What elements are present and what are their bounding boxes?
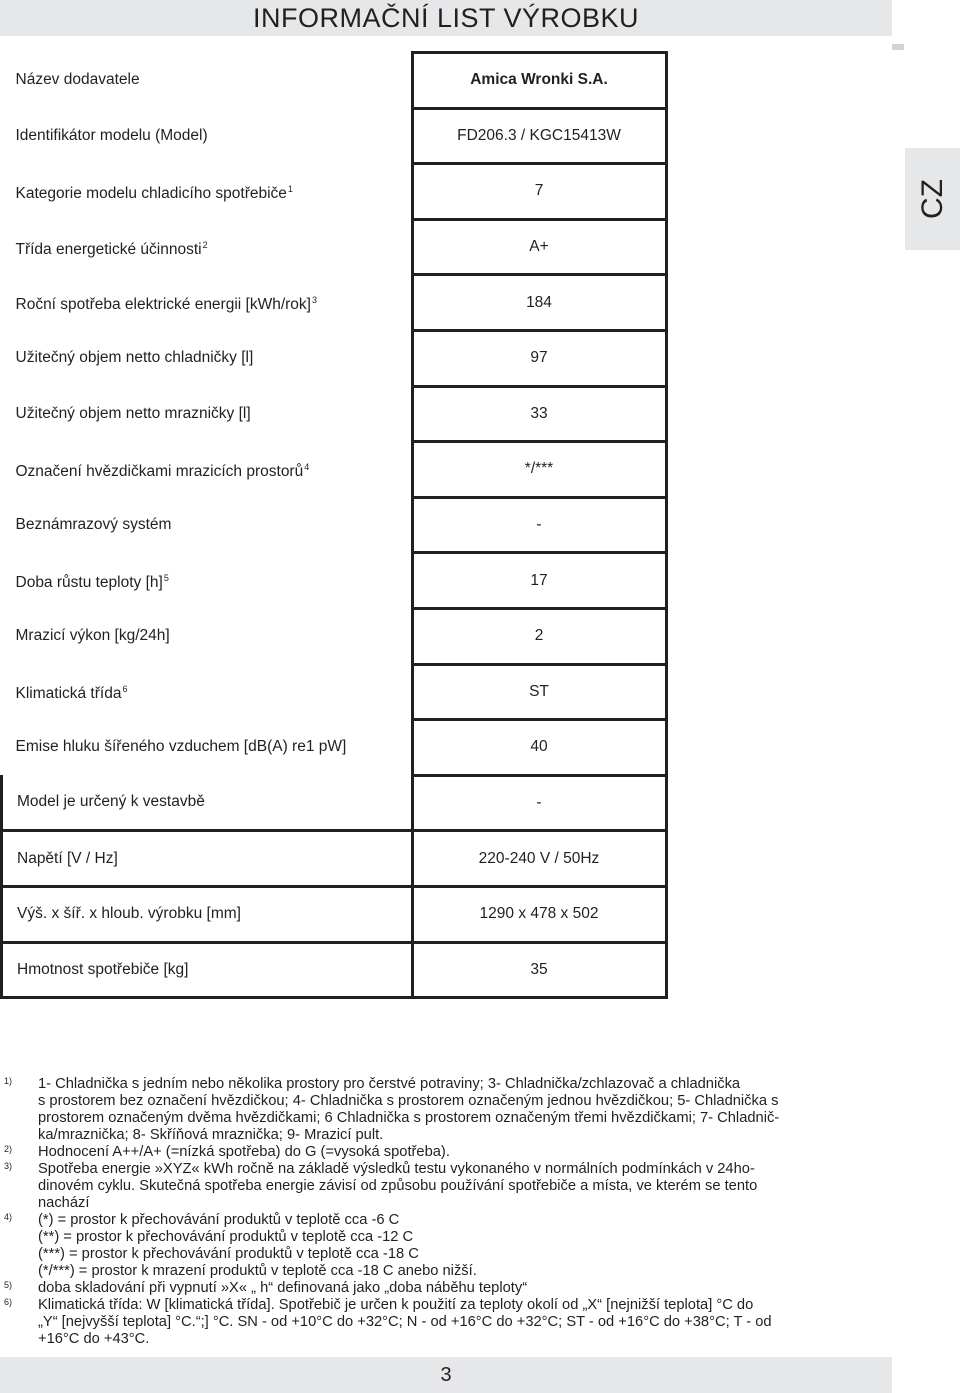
- row-value: -: [412, 775, 666, 831]
- footnote-number: 4): [4, 1212, 13, 1222]
- row-label: [2, 53, 413, 109]
- page-title-bar: [0, 0, 892, 36]
- row-label-text: Užitečný objem netto mrazničky [l]: [15, 404, 251, 422]
- footnote-ref: 6: [122, 684, 128, 695]
- table-row: [2, 608, 667, 664]
- row-value: 33: [412, 386, 666, 442]
- footnote-line: s prostorem bez označení hvězdičkou; 4- Chladnička s prostorem označeným jednou hvězdičkou; 5- Chladnička s: [38, 1093, 779, 1109]
- row-label: [2, 553, 413, 609]
- language-tab: [905, 148, 960, 250]
- table-row: [2, 831, 667, 887]
- footnote-line: (***) = prostor k přechovávání produktů v teplotě cca -18 C: [38, 1246, 419, 1262]
- footnote-item: [0, 1161, 900, 1212]
- row-label: [2, 720, 413, 776]
- footnote-item: [0, 1280, 900, 1297]
- table-row: [2, 164, 667, 220]
- row-label: [2, 886, 413, 942]
- row-label-text: Třída energetické účinnosti: [15, 240, 202, 258]
- footnote-item: [0, 1144, 900, 1161]
- row-label: [2, 275, 413, 331]
- row-label-text: Kategorie modelu chladicího spotřebiče: [15, 185, 287, 203]
- row-value: 220-240 V / 50Hz: [412, 831, 666, 887]
- row-label-text: Napětí [V / Hz]: [17, 849, 118, 867]
- row-label: [2, 608, 413, 664]
- row-label-text: Název dodavatele: [15, 71, 140, 89]
- footnote-item: [0, 1076, 900, 1144]
- row-label: [2, 219, 413, 275]
- footnote-line: nachází: [38, 1195, 90, 1211]
- table-row: [2, 886, 667, 942]
- row-label-text: Roční spotřeba elektrické energii [kWh/rok]: [15, 296, 311, 314]
- footnote-line: ka/mraznička; 8- Skříňová mraznička; 9- Mrazicí pult.: [38, 1127, 384, 1143]
- page-footer: [0, 1357, 892, 1393]
- table-row: [2, 108, 667, 164]
- table-row: [2, 775, 667, 831]
- footnote-line: Hodnocení A++/A+ (=nízká spotřeba) do G (=vysoká spotřeba).: [38, 1144, 450, 1160]
- row-label-text: Výš. x šíř. x hloub. výrobku [mm]: [17, 905, 241, 923]
- table-row: [2, 497, 667, 553]
- footnote-line: (*/***) = prostor k mrazení produktů v teplotě cca -18 C anebo nižší.: [38, 1263, 477, 1279]
- footnote-line: (*) = prostor k přechovávání produktů v teplotě cca -6 C: [38, 1212, 400, 1228]
- row-value: 7: [412, 164, 666, 220]
- table-row: [2, 275, 667, 331]
- footnote-line: Spotřeba energie »XYZ« kWh ročně na základě výsledků testu vykonaného v normálních podmínkách v 24ho-: [38, 1161, 755, 1177]
- row-value: */***: [412, 442, 666, 498]
- row-label-text: Emise hluku šířeného vzduchem [dB(A) re1 pW]: [15, 738, 347, 756]
- row-label: [2, 942, 413, 998]
- row-label: [2, 497, 413, 553]
- table-row: [2, 219, 667, 275]
- table-row: [2, 553, 667, 609]
- page-number: 3: [440, 1363, 452, 1386]
- row-value: 97: [412, 330, 666, 386]
- footnote-ref: 3: [311, 295, 317, 306]
- row-label-text: Užitečný objem netto chladničky [l]: [15, 349, 254, 367]
- row-label-text: Model je určený k vestavbě: [17, 793, 205, 811]
- row-value: FD206.3 / KGC15413W: [412, 108, 666, 164]
- footnote-ref: 5: [163, 573, 169, 584]
- footnote-item: [0, 1212, 900, 1280]
- row-value: -: [412, 497, 666, 553]
- table-row: [2, 386, 667, 442]
- table-row: [2, 664, 667, 720]
- row-value: 1290 x 478 x 502: [412, 886, 666, 942]
- row-label: [2, 831, 413, 887]
- page-title: INFORMAČNÍ LIST VÝROBKU: [252, 2, 640, 33]
- footnote-ref: 1: [287, 183, 293, 194]
- row-value: A+: [412, 219, 666, 275]
- row-value: ST: [412, 664, 666, 720]
- footnote-ref: 4: [304, 461, 310, 472]
- footnote-number: 1): [4, 1076, 13, 1086]
- row-value: 17: [412, 553, 666, 609]
- row-label-text: Beznámrazový systém: [15, 516, 172, 534]
- row-value: 40: [412, 720, 666, 776]
- table-row: [2, 442, 667, 498]
- row-label: [2, 664, 413, 720]
- row-label-text: Hmotnost spotřebiče [kg]: [17, 960, 189, 978]
- footnote-number: 5): [4, 1280, 13, 1290]
- row-label: [2, 108, 413, 164]
- footnote-number: 3): [4, 1161, 13, 1171]
- row-value: 35: [412, 942, 666, 998]
- footnote-line: „Y“ [nejvyšší teplota] °C.“;] °C. SN - od +10°C do +32°C; N - od +16°C do +32°C; ST - od +16°C do +38°C; T - od: [38, 1314, 772, 1330]
- row-label: [2, 164, 413, 220]
- footnote-line: (**) = prostor k přechovávání produktů v teplotě cca -12 C: [38, 1229, 414, 1245]
- product-info-table: [0, 51, 668, 999]
- table-row: [2, 942, 667, 998]
- language-tab-label: CZ: [915, 179, 949, 219]
- row-value: 184: [412, 275, 666, 331]
- row-label: [2, 330, 413, 386]
- footnote-line: 1- Chladnička s jedním nebo několika prostory pro čerstvé potraviny; 3- Chladnička/zchlazovač a chladnička: [38, 1076, 741, 1092]
- row-label: [2, 775, 413, 831]
- footnote-line: doba skladování při vypnutí »X« „ h“ definovaná jako „doba náběhu teploty“: [38, 1280, 528, 1296]
- footnotes: [0, 1076, 900, 1348]
- row-label: [2, 442, 413, 498]
- footnote-number: 6): [4, 1297, 13, 1307]
- row-label-text: Klimatická třída: [15, 685, 122, 703]
- row-label-text: Označení hvězdičkami mrazicích prostorů: [15, 463, 304, 481]
- footnote-line: +16°C do +43°C.: [38, 1331, 150, 1347]
- table-row: [2, 330, 667, 386]
- row-value: 2: [412, 608, 666, 664]
- footnote-line: dinovém cyklu. Skutečná spotřeba energie závisí od způsobu používání spotřebiče a místa, ve kterém se tento: [38, 1178, 758, 1194]
- corner-mark: [892, 44, 904, 50]
- footnote-ref: 2: [202, 239, 208, 250]
- footnote-line: prostorem označeným dvěma hvězdičkami; 6 Chladnička s prostorem označeným třemi hvězdičkami; 7- Chladnič-: [38, 1110, 780, 1126]
- table-row: [2, 720, 667, 776]
- row-value: Amica Wronki S.A.: [412, 53, 666, 109]
- footnote-line: Klimatická třída: W [klimatická třída]. Spotřebič je určen k použití za teploty okolí od „X“ [nejnižší teplota] °C do: [38, 1297, 754, 1313]
- row-label: [2, 386, 413, 442]
- table-row: [2, 53, 667, 109]
- row-label-text: Doba růstu teploty [h]: [15, 574, 163, 592]
- footnote-item: [0, 1297, 900, 1348]
- footnote-number: 2): [4, 1144, 13, 1154]
- row-label-text: Mrazicí výkon [kg/24h]: [15, 627, 170, 645]
- row-label-text: Identifikátor modelu (Model): [15, 126, 208, 144]
